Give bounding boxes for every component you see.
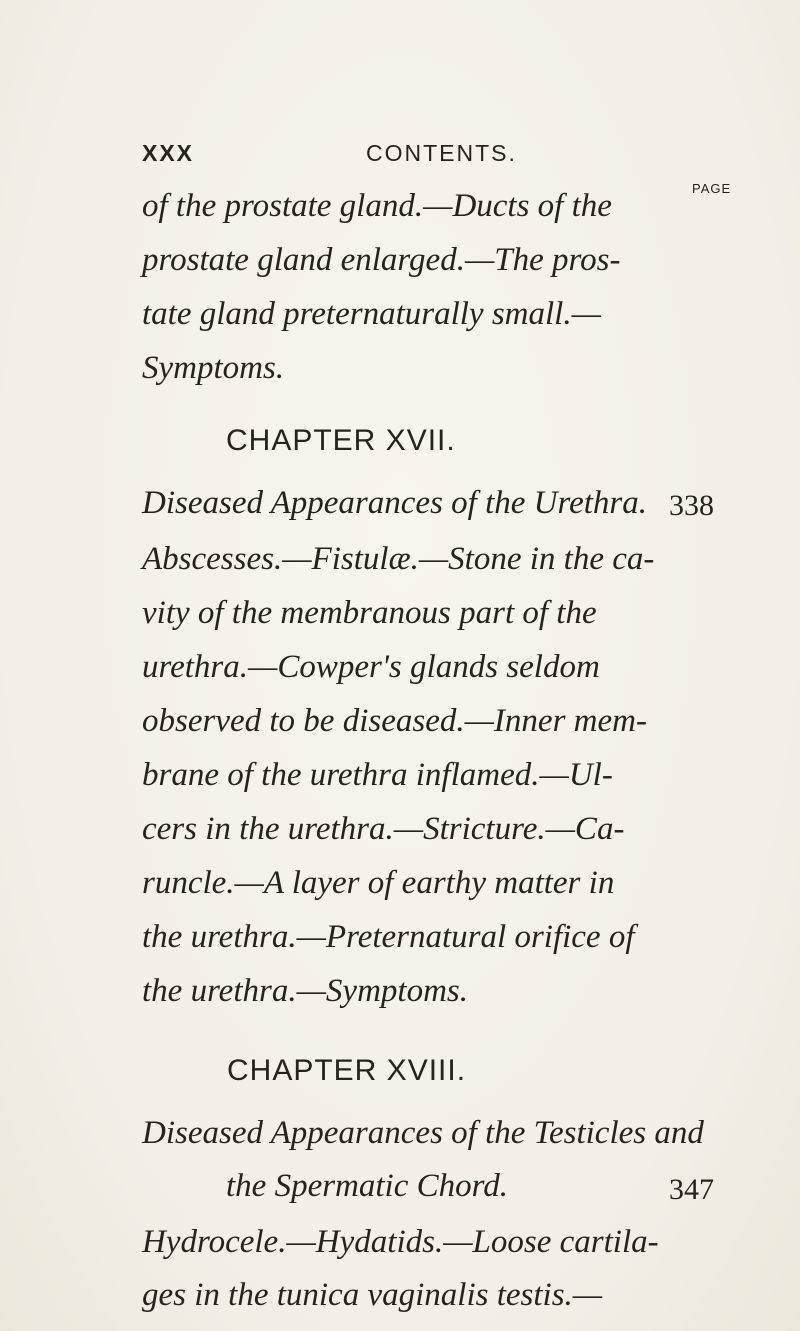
chapter-18-page-number: 347 — [669, 1173, 714, 1206]
chapter-18-line: ges in the tunica vaginalis testis.— — [142, 1277, 603, 1313]
chapter-17-title: Diseased Appearances of the Urethra. — [142, 485, 648, 521]
chapter-18-title: the Spermatic Chord. — [226, 1168, 508, 1204]
intro-line: Symptoms. — [142, 350, 285, 386]
intro-line: prostate gland enlarged.—The pros- — [142, 242, 621, 278]
chapter-18-title: Diseased Appearances of the Testicles and — [142, 1115, 704, 1151]
running-header-title: CONTENTS. — [366, 140, 517, 166]
chapter-17-line: cers in the urethra.—Stricture.—Ca- — [142, 811, 625, 847]
chapter-17-line: observed to be diseased.—Inner mem- — [142, 703, 647, 739]
roman-page-number: XXX — [142, 140, 195, 166]
chapter-17-line: Abscesses.—Fistulæ.—Stone in the ca- — [142, 541, 655, 577]
chapter-17-line: vity of the membranous part of the — [142, 595, 597, 631]
intro-line: tate gland preternaturally small.— — [142, 296, 601, 332]
intro-line: of the prostate gland.—Ducts of the — [142, 188, 612, 224]
chapter-18-heading: CHAPTER XVIII. — [227, 1054, 467, 1087]
page-column-label: PAGE — [692, 181, 732, 196]
chapter-17-line: brane of the urethra inflamed.—Ul- — [142, 757, 613, 793]
chapter-17-line: urethra.—Cowper's glands seldom — [142, 649, 600, 685]
chapter-17-heading: CHAPTER XVII. — [226, 424, 456, 457]
chapter-18-line: Hydrocele.—Hydatids.—Loose cartila- — [142, 1224, 659, 1260]
chapter-17-line: the urethra.—Preternatural orifice of — [142, 919, 635, 955]
chapter-17-line: runcle.—A layer of earthy matter in — [142, 865, 615, 901]
chapter-17-line: the urethra.—Symptoms. — [142, 973, 469, 1009]
chapter-17-page-number: 338 — [669, 489, 714, 522]
